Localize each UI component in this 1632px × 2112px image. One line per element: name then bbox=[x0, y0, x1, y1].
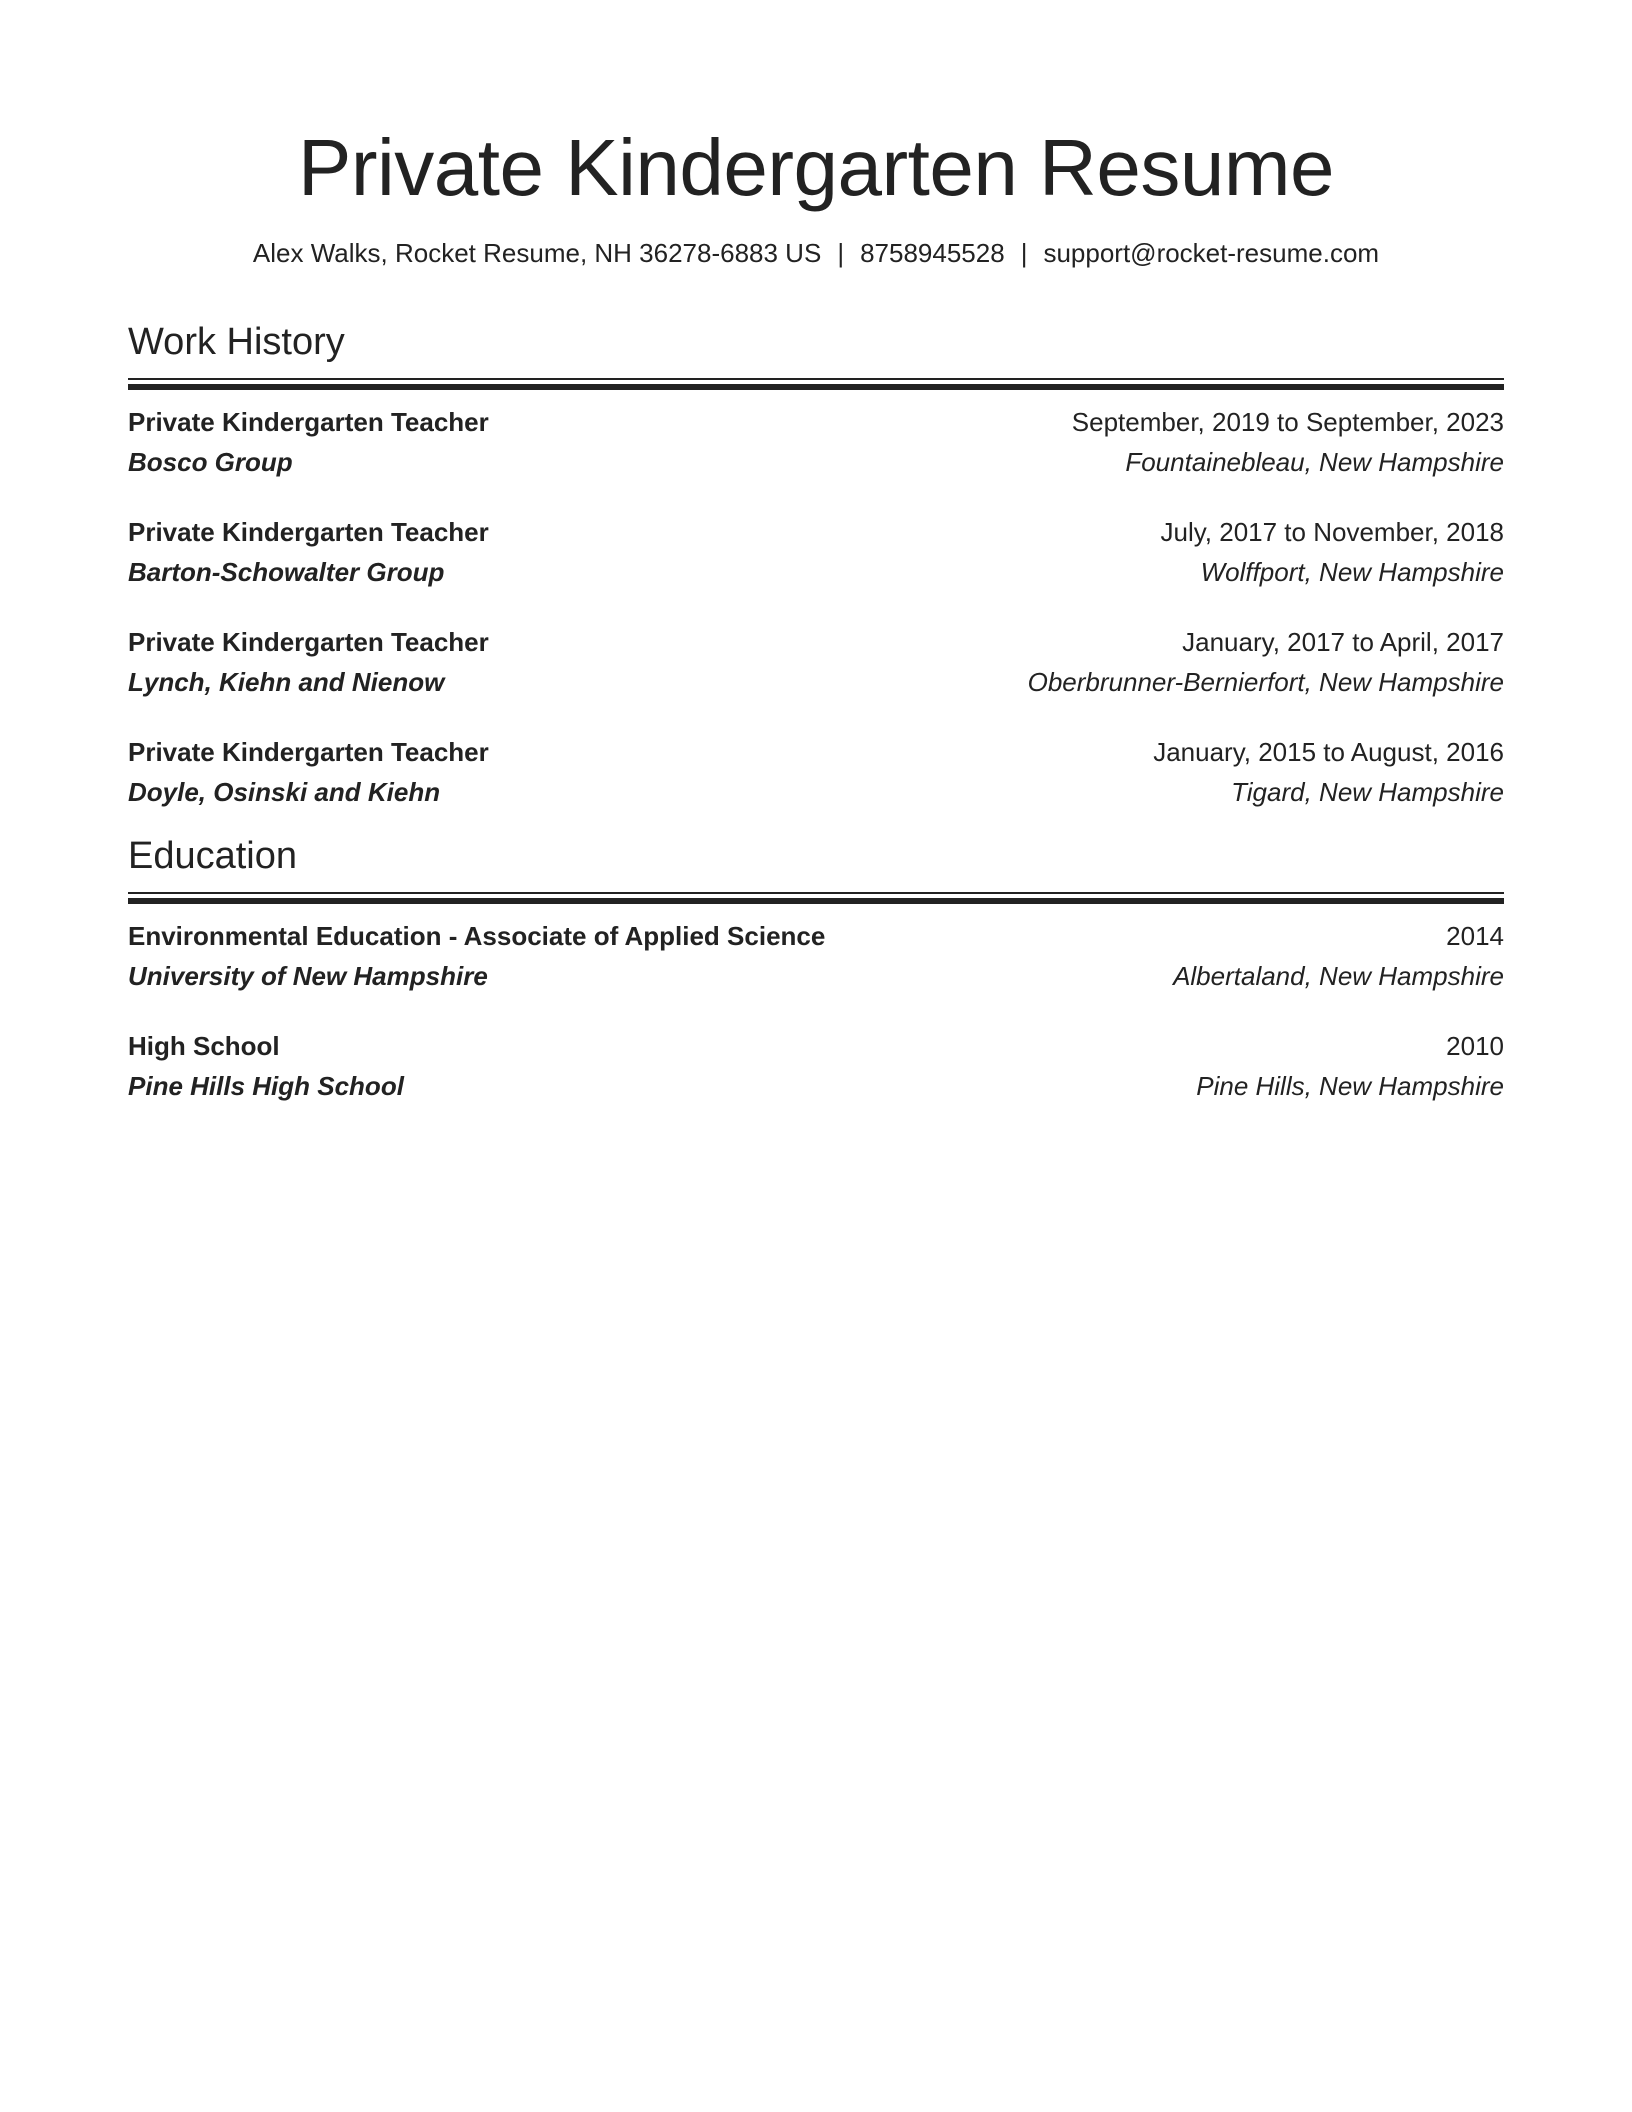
work-entry bbox=[128, 732, 1504, 812]
contact-separator: | bbox=[837, 238, 845, 268]
employment-dates: January, 2017 to April, 2017 bbox=[1182, 627, 1504, 657]
school-name: Pine Hills High School bbox=[128, 1071, 404, 1101]
resume-page bbox=[128, 0, 1504, 1106]
job-location: Fountainebleau, New Hampshire bbox=[1125, 447, 1504, 477]
work-entry-left bbox=[128, 402, 489, 482]
work-history-heading: Work History bbox=[128, 321, 345, 363]
school-location: Albertaland, New Hampshire bbox=[1173, 961, 1504, 991]
employer-name: Barton-Schowalter Group bbox=[128, 557, 445, 587]
employer-name: Bosco Group bbox=[128, 447, 293, 477]
contact-phone: 8758945528 bbox=[860, 238, 1005, 268]
resume-title: Private Kindergarten Resume bbox=[298, 123, 1334, 212]
graduation-year: 2010 bbox=[1446, 1031, 1504, 1061]
work-entry-left bbox=[128, 732, 489, 812]
work-entry-right bbox=[1072, 402, 1504, 482]
job-title: Private Kindergarten Teacher bbox=[128, 737, 489, 767]
school-location: Pine Hills, New Hampshire bbox=[1196, 1071, 1504, 1101]
work-entry bbox=[128, 402, 1504, 482]
section-divider bbox=[128, 378, 1504, 390]
employment-dates: July, 2017 to November, 2018 bbox=[1160, 517, 1504, 547]
work-history-list bbox=[128, 402, 1504, 812]
degree-title: Environmental Education - Associate of Applied Science bbox=[128, 921, 826, 951]
education-entry-right bbox=[1173, 916, 1504, 996]
work-entry-right bbox=[1160, 512, 1504, 592]
work-entry-left bbox=[128, 512, 489, 592]
work-entry bbox=[128, 512, 1504, 592]
work-history-section bbox=[128, 318, 1504, 812]
contact-line bbox=[128, 236, 1504, 270]
education-list bbox=[128, 916, 1504, 1106]
job-location: Wolffport, New Hampshire bbox=[1200, 557, 1504, 587]
graduation-year: 2014 bbox=[1446, 921, 1504, 951]
work-entry bbox=[128, 622, 1504, 702]
work-entry-left bbox=[128, 622, 489, 702]
work-entry-right bbox=[1028, 622, 1504, 702]
education-heading: Education bbox=[128, 835, 298, 877]
job-location: Oberbrunner-Bernierfort, New Hampshire bbox=[1027, 667, 1504, 697]
education-entry bbox=[128, 916, 1504, 996]
school-name: University of New Hampshire bbox=[128, 961, 488, 991]
contact-email: support@rocket-resume.com bbox=[1043, 238, 1380, 268]
job-title: Private Kindergarten Teacher bbox=[128, 407, 489, 437]
section-divider bbox=[128, 892, 1504, 904]
job-location: Tigard, New Hampshire bbox=[1231, 777, 1504, 807]
employment-dates: January, 2015 to August, 2016 bbox=[1153, 737, 1504, 767]
employer-name: Doyle, Osinski and Kiehn bbox=[128, 777, 441, 807]
degree-title: High School bbox=[128, 1031, 280, 1061]
education-entry bbox=[128, 1026, 1504, 1106]
education-entry-right bbox=[1196, 1026, 1504, 1106]
employment-dates: September, 2019 to September, 2023 bbox=[1071, 407, 1504, 437]
education-section bbox=[128, 832, 1504, 1106]
education-entry-left bbox=[128, 1026, 404, 1106]
job-title: Private Kindergarten Teacher bbox=[128, 627, 489, 657]
education-entry-left bbox=[128, 916, 825, 996]
contact-address: Alex Walks, Rocket Resume, NH 36278-6883 US bbox=[252, 238, 822, 268]
work-entry-right bbox=[1153, 732, 1504, 812]
employer-name: Lynch, Kiehn and Nienow bbox=[128, 667, 445, 697]
job-title: Private Kindergarten Teacher bbox=[128, 517, 489, 547]
contact-separator: | bbox=[1020, 238, 1028, 268]
